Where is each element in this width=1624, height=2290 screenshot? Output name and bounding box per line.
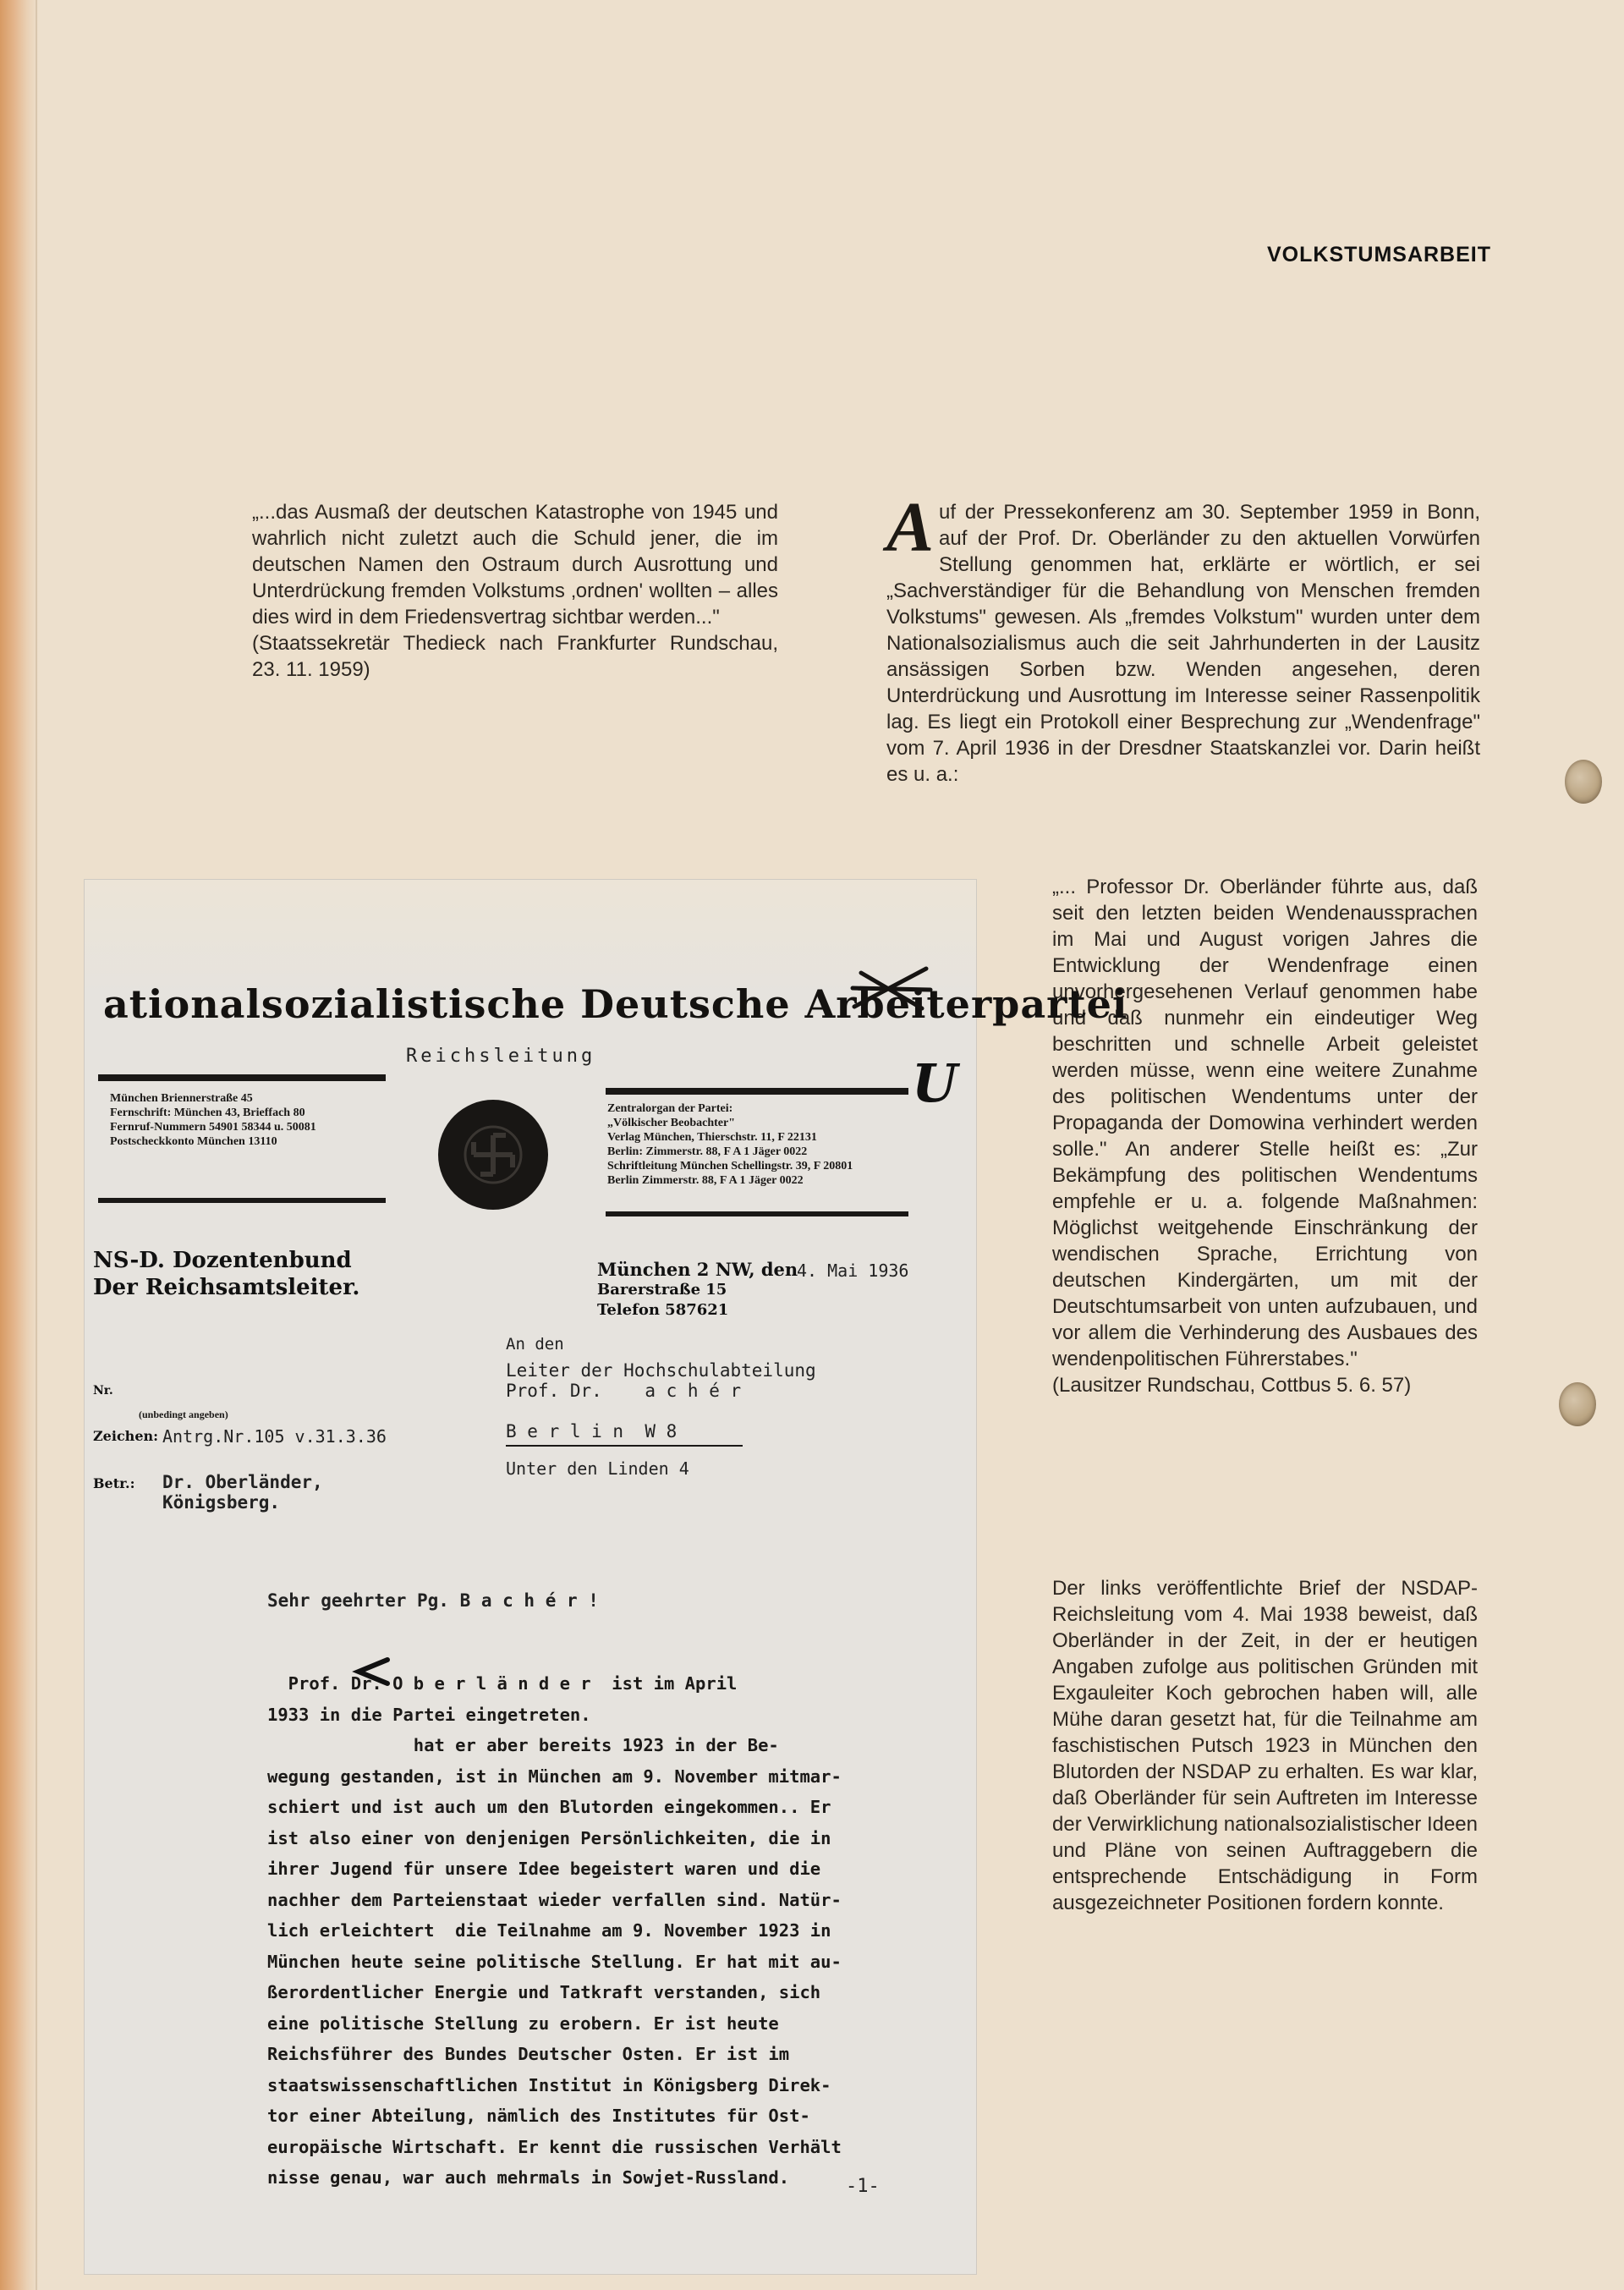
sender-organization: NS-D. Dozentenbund Der Reichsamtsleiter.	[93, 1248, 360, 1300]
letterhead-rule	[606, 1088, 908, 1095]
letter-date: 4. Mai 1936	[797, 1260, 909, 1281]
sender-phone: Telefon 587621	[597, 1301, 729, 1319]
handwritten-margin-mark: U	[912, 1052, 958, 1114]
to-label: An den	[506, 1335, 564, 1354]
quote-lausitzer-rundschau: „... Professor Dr. Oberländer führte aus, daß seit den letzten beiden Wendenaussprachen im Mai und August vorigen Jahres die Entwicklung der Wendenfrage einen unvorhergesehenen Verlauf genommen habe und daß nunmehr ein eindeutiger Weg beschritten und schnelle Arbeit geleistet werden müsse, wenn eine weitere Zunahme des politischen Wendentums unter der Propaganda der Domowina verhindert werden solle." An anderer Stelle heißt es: „Zur Bekämpfung des politischen Wendentums empfehle er u. a. folgende Maßnahmen: Möglichst weitgehende Einschränkung der wendischen Sprache, Errichtung von deutschen Kindergärten, um mit der Deutschtumsarbeit von unten aufzubauen, und vor allem die Verhinderung des Ausbaues des wendenpolitischen Führerstabes." (Lausitzer Rundschau, Cottbus 5. 6. 57)	[1052, 876, 1478, 1397]
subject-value: Dr. Oberländer, Königsberg.	[162, 1472, 323, 1513]
letter-caption: Der links veröffentlichte Brief der NSDAP-Reichsleitung vom 4. Mai 1938 beweist, daß Oberländer in der Zeit, in der er heutigen Angaben zufolge aus politischen Gründen mit Exgauleiter Koch gebrochen haben will, alle Mühe daran gesetzt hat, für die Teilnahme am faschistischen Putsch 1923 in München den Blutorden der NSDAP zu erhalten. Es war klar, daß Oberländer für sein Auftreten im Interesse der Verwirklichung nationalsozialistischer Ideen und Pläne von seinen Auftraggebern die entsprechende Entschädigung in Form ausgezeichneter Positionen fordern konnte.	[1052, 1577, 1478, 1914]
letterhead-left-address: München Briennerstraße 45 Fernschrift: München 43, Brieffach 80 Fernruf-Nummern 54901 58344 u. 50081 Postscheckkonto München 13110	[110, 1092, 316, 1148]
book-spine-edge	[0, 0, 39, 2290]
address-underline	[506, 1445, 743, 1447]
letter-body: Prof. Dr. O b e r l ä n d e r ist im April 1933 in die Partei eingetreten. hat er aber bereits 1923 in der Be- wegung gestanden, ist in München am 9. November mitmar- schiert und ist auch um den Blutorden eingekommen.. Er ist also einer von denjenigen Persönlichkeiten, die in ihrer Jugend für unsere Idee begeistert waren und die nachher dem Parteienstaat wieder verfallen sind. Natür- lich erleichtert die Teilnahme am 9. November 1923 in München heute seine politische Stellung. Er hat mit au- ßerordentlicher Energie und Tatkraft verstanden, sich eine politische Stellung zu erobern. Er ist heute Reichsführer des Bundes Deutscher Osten. Er ist im staatswissenschaftlichen Institut in Königsberg Direk- tor einer Abteilung, nämlich des Institutes für Ost- europäische Wirtschaft. Er kennt die russischen Verhält nisse genau, war auch mehrmals in Sowjet-Russland.	[267, 1673, 842, 2188]
scan-shade	[85, 880, 976, 998]
place-date-label: München 2 NW, den	[597, 1259, 798, 1280]
reference-note: (unbedingt angeben)	[139, 1409, 228, 1420]
page-number: -1-	[846, 2176, 880, 2197]
reference-value: Antrg.Nr.105 v.31.3.36	[162, 1426, 387, 1447]
letterhead-rule	[98, 1198, 386, 1203]
letterhead-reichsleitung: Reichsleitung	[406, 1046, 596, 1067]
recipient-street: Unter den Linden 4	[506, 1458, 689, 1479]
letterhead-rule	[606, 1211, 908, 1216]
letterhead-party-name: ationalsozialistische Deutsche Arbeiterpartei	[103, 981, 1128, 1027]
nr-label: Nr.	[93, 1384, 113, 1398]
punch-hole	[1565, 760, 1602, 804]
sender-street: Barerstraße 15	[597, 1281, 727, 1299]
reference-label: Zeichen:	[93, 1428, 159, 1444]
article-text: uf der Pressekonferenz am 30. September 1959 in Bonn, auf der Prof. Dr. Oberländer zu den aktuellen Vorwürfen Stellung genommen hat, erklärte er wörtlich, er sei „Sachverständiger für die Behandlung von Menschen fremden Volkstums" gewesen. Als „fremdes Volkstum" wurden unter dem Nationalsozialismus auch die seit Jahrhunderten in der Lausitz ansässigen Sorben bzw. Wenden angesehen, deren Unterdrückung und Ausrottung im Interesse seiner Rassenpolitik lag. Es liegt ein Protokoll einer Besprechung zur „Wendenfrage" vom 7. April 1936 in der Dresdner Staatskanzlei vor. Darin heißt es u. a.:	[886, 501, 1480, 786]
handwritten-cross-icon	[846, 956, 939, 1024]
drop-cap: A	[886, 488, 935, 567]
quote-thedieck: „...das Ausmaß der deutschen Katastrophe von 1945 und wahrlich nicht zuletzt auch die Schuld jener, die im deutschen Namen den Ostraum durch Ausrottung und Unterdrückung fremden Volkstums ‚ordnen' wollten – alles dies wird in dem Friedensvertrag sichtbar werden..." (Staatssekretär Thedieck nach Frankfurter Rundschau, 23. 11. 1959)	[252, 501, 778, 681]
article-paragraph	[886, 488, 1480, 788]
punch-hole	[1559, 1382, 1596, 1426]
letterhead-rule	[98, 1074, 386, 1081]
handwritten-bracket-icon	[354, 1656, 391, 1687]
letter-facsimile	[85, 880, 1128, 2274]
letterhead-right-address: Zentralorgan der Partei: „Völkischer Beobachter" Verlag München, Thierschstr. 11, F 22131 Berlin: Zimmerstr. 88, F A 1 Jäger 0022 Schriftleitung München Schellingstr. 39, F 20801 Berlin Zimmerstr. 88, F A 1 Jäger 0022	[607, 1102, 853, 1187]
party-seal-icon	[438, 1100, 548, 1210]
recipient-title: Leiter der Hochschulabteilung Prof. Dr. a c h é r	[506, 1360, 816, 1401]
salutation: Sehr geehrter Pg. B a c h é r !	[267, 1590, 599, 1611]
recipient-city: B e r l i n W 8	[506, 1421, 678, 1442]
section-heading: VOLKSTUMSARBEIT	[1267, 243, 1491, 266]
subject-label: Betr.:	[93, 1475, 135, 1491]
